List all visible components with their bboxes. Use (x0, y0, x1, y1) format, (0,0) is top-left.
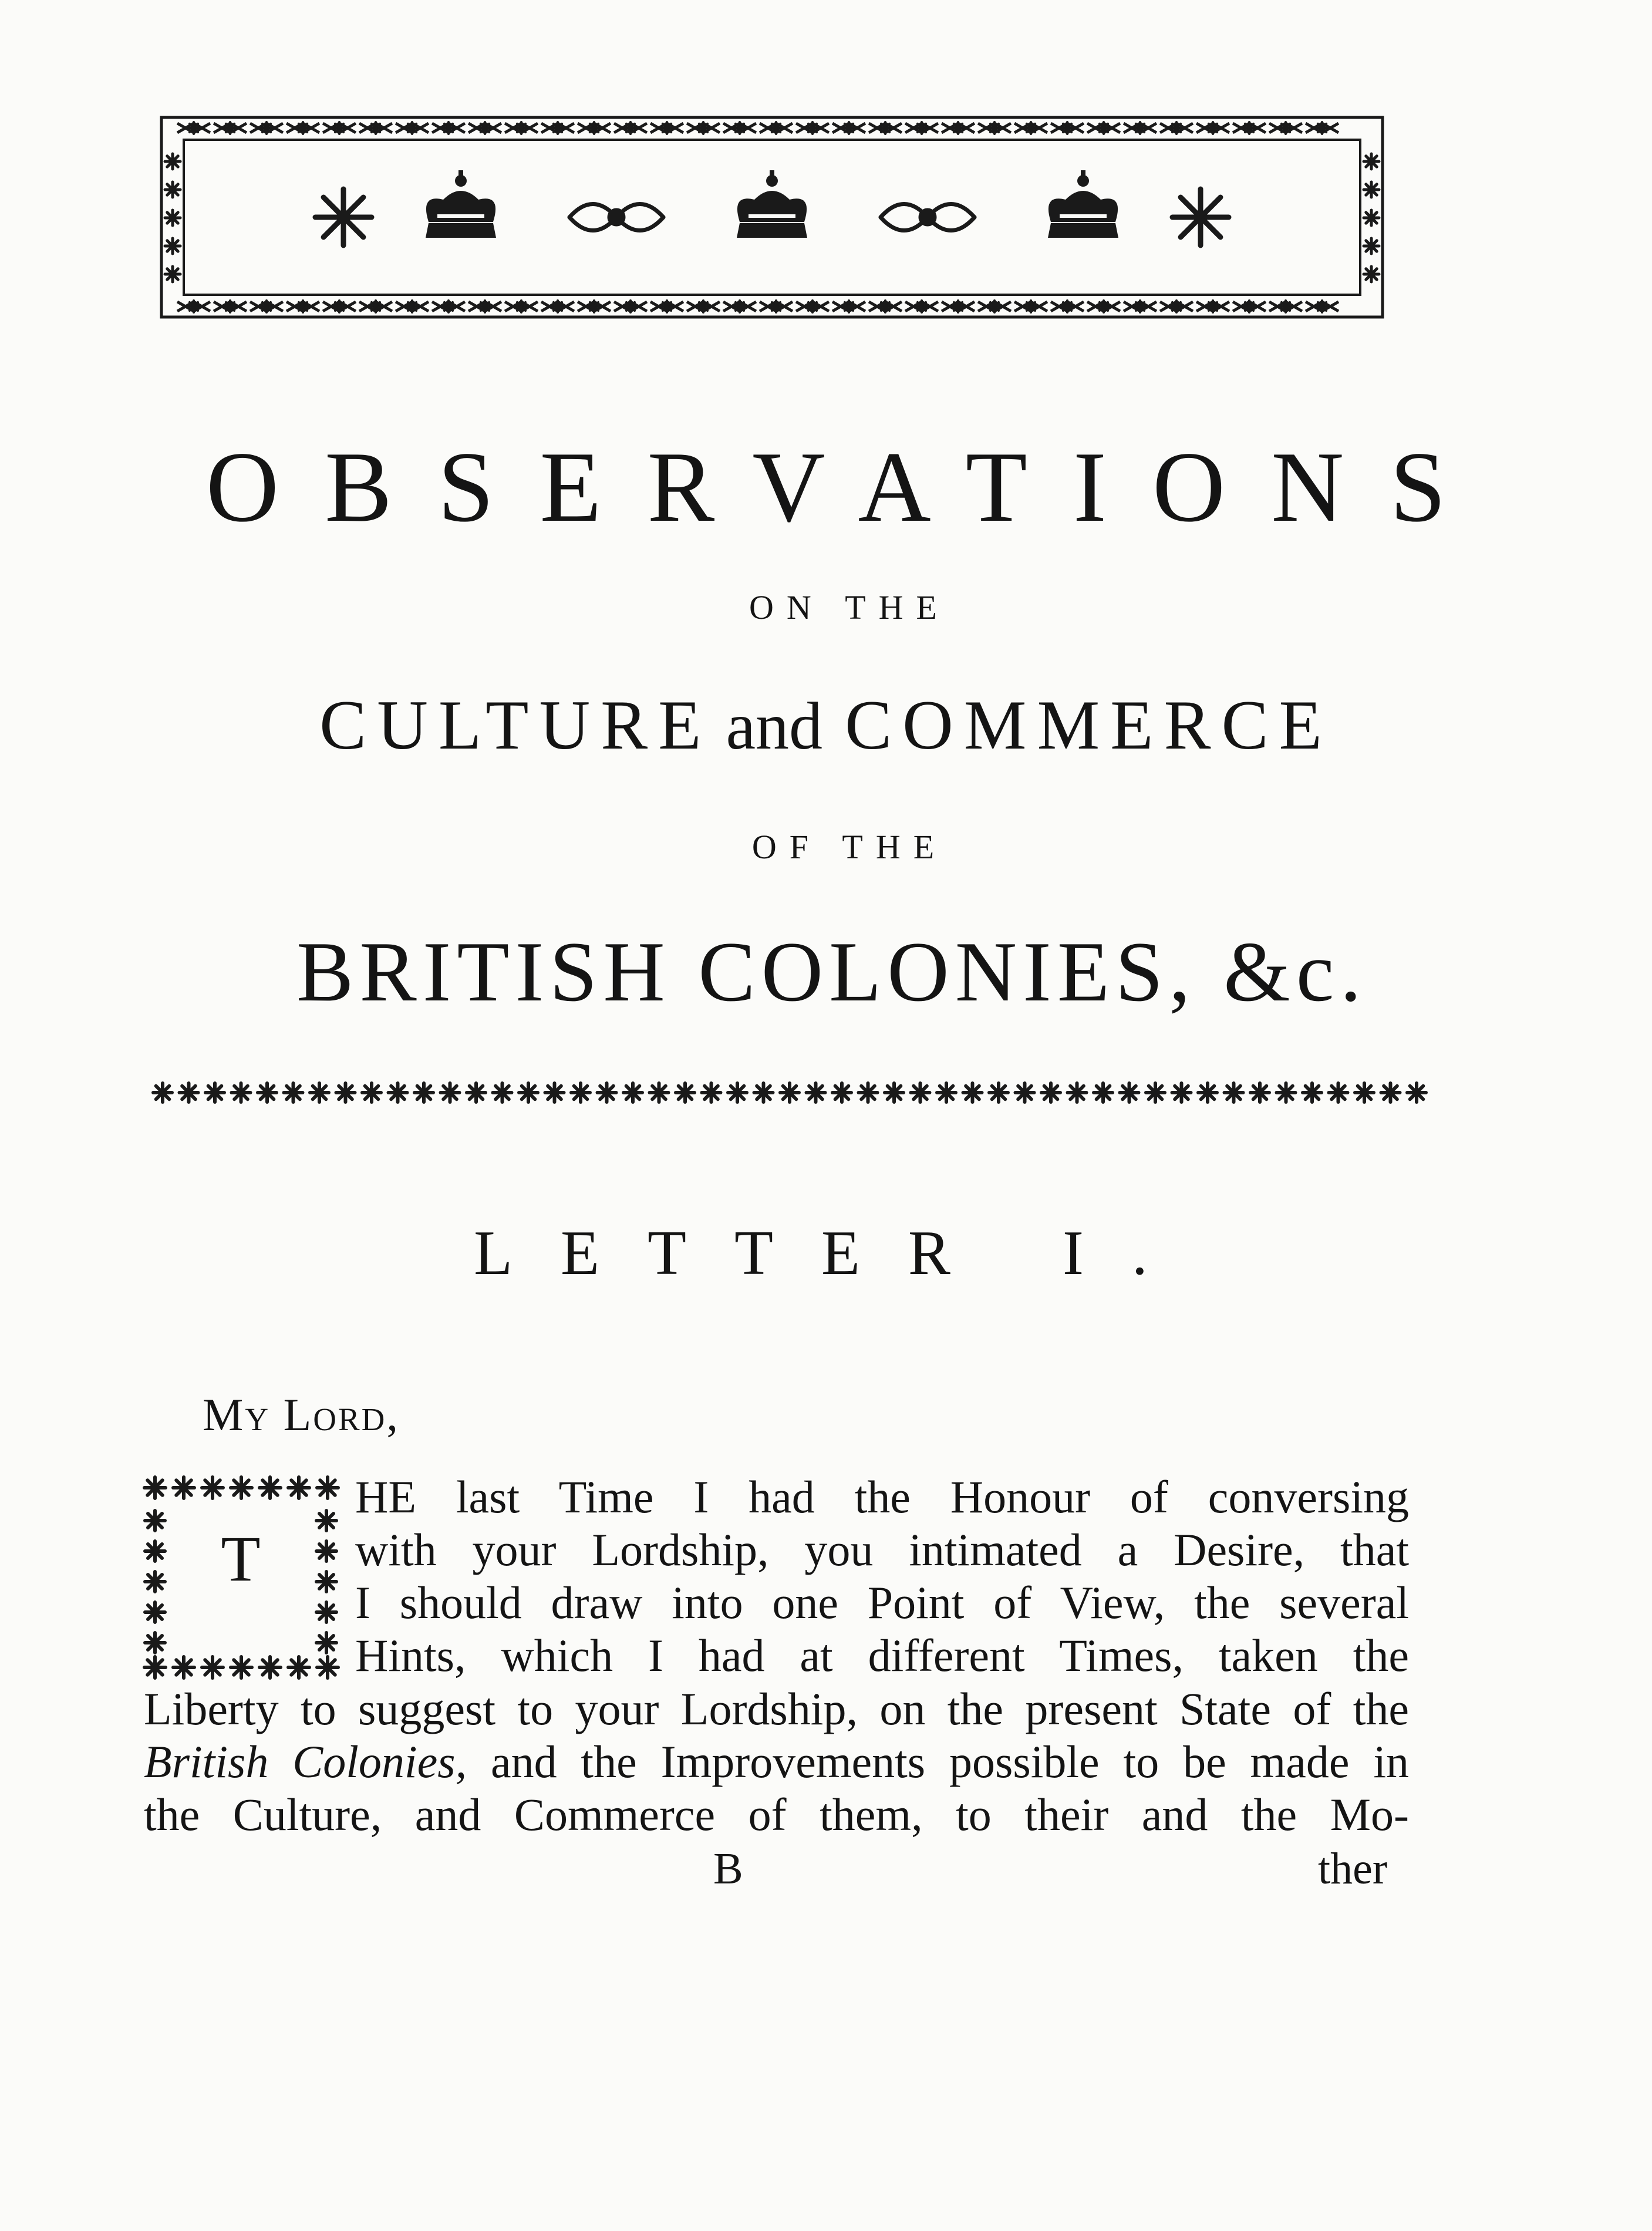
title-commerce: COMMERCE (845, 686, 1333, 764)
drop-cap-letter: T (221, 1523, 261, 1595)
body-line-6-rest: and the Improvements possible to be made in (490, 1736, 1410, 1787)
letter-heading: LETTER I. (474, 1218, 1196, 1288)
body-line-6-italic: British Colonies, (144, 1736, 467, 1787)
body-line-4: Hints, which I had at different Times, taken the (355, 1630, 1409, 1681)
body-line-2: with your Lordship, you intimated a Desire, that (355, 1524, 1409, 1575)
title-culture: CULTURE (319, 686, 712, 764)
title-on-the: ON THE (749, 588, 950, 626)
headpiece-ornament (150, 106, 1394, 329)
title-british-colonies: BRITISH COLONIES, &c. (296, 924, 1368, 1019)
drop-cap-frame (141, 1474, 340, 1682)
salutation: My Lord, (203, 1389, 400, 1440)
body-line-1: HE last Time I had the Honour of conversing (355, 1471, 1409, 1522)
body-line-6 (144, 1735, 1409, 1788)
body-line-7: the Culture, and Commerce of them, to their and the Mo- (144, 1789, 1409, 1840)
signature-mark: B (713, 1844, 743, 1893)
title-of-the: OF THE (751, 828, 948, 866)
body-line-3: I should draw into one Point of View, the several (355, 1577, 1409, 1628)
star-rule-divider (150, 1072, 1441, 1113)
title-culture-commerce (0, 681, 1652, 769)
page-title: OBSERVATIONS (205, 432, 1492, 543)
catchword: ther (1318, 1844, 1388, 1893)
title-and: and (726, 689, 823, 763)
body-line-5: Liberty to suggest to your Lordship, on the present State of the (144, 1683, 1409, 1734)
